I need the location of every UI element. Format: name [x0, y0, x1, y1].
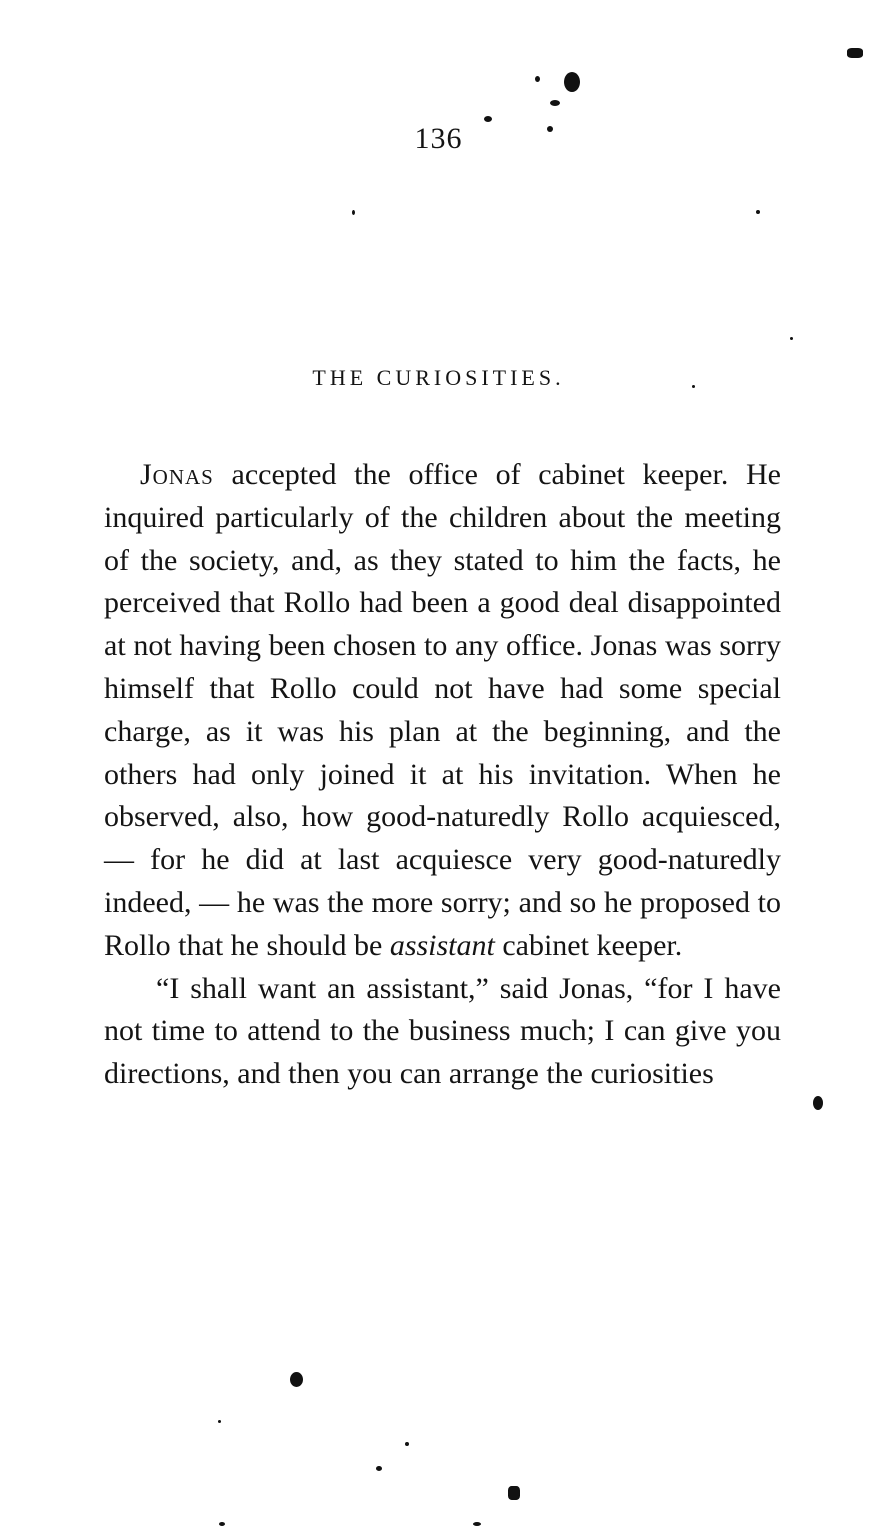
ink-spot	[550, 100, 560, 106]
ink-spot	[508, 1486, 520, 1500]
chapter-title: THE CURIOSITIES.	[312, 364, 565, 390]
paragraph-1	[104, 454, 781, 968]
ink-spot	[547, 126, 553, 132]
ink-spot	[218, 1420, 221, 1423]
ink-spot	[756, 210, 760, 214]
paragraph-1-text: accepted the office of cabinet keeper. He inquired particularly of the children about the meeting of the society, and, as they stated to him the facts, he perceived that Rollo had been a good deal disappointed at not having been chosen to any office. Jonas was sorry himself that Rollo could not have had some special charge, as it was his plan at the beginning, and the others had only joined it at his invitation. When he observed, also, how good-naturedly Rollo acquiesced, — for he did at last acquiesce very good-naturedly indeed, — he was the more sorry; and so he proposed to Rollo that he should be	[104, 458, 781, 962]
paragraph-1-ending: cabinet keeper.	[494, 928, 683, 962]
ink-spot	[473, 1522, 481, 1526]
paragraph-2: “I shall want an assistant,” said Jonas, “for I have not time to attend to the business much; I can give you directions, and then you can arrange the curiosities	[104, 971, 781, 1091]
ink-spot	[790, 337, 793, 340]
ink-spot	[376, 1466, 382, 1471]
ink-spot	[692, 385, 695, 388]
ink-spot	[484, 116, 492, 122]
lead-word: Jonas	[140, 458, 214, 491]
ink-spot	[813, 1096, 823, 1110]
page-number: 136	[414, 122, 463, 155]
ink-spot	[535, 76, 540, 82]
ink-spot	[290, 1372, 303, 1387]
body-text	[104, 454, 781, 1096]
ink-spot	[219, 1522, 225, 1526]
ink-spot	[847, 48, 863, 58]
ink-spot	[405, 1442, 409, 1446]
ink-spot	[564, 72, 580, 92]
italic-word: assistant	[389, 928, 495, 962]
ink-spot	[352, 210, 355, 215]
